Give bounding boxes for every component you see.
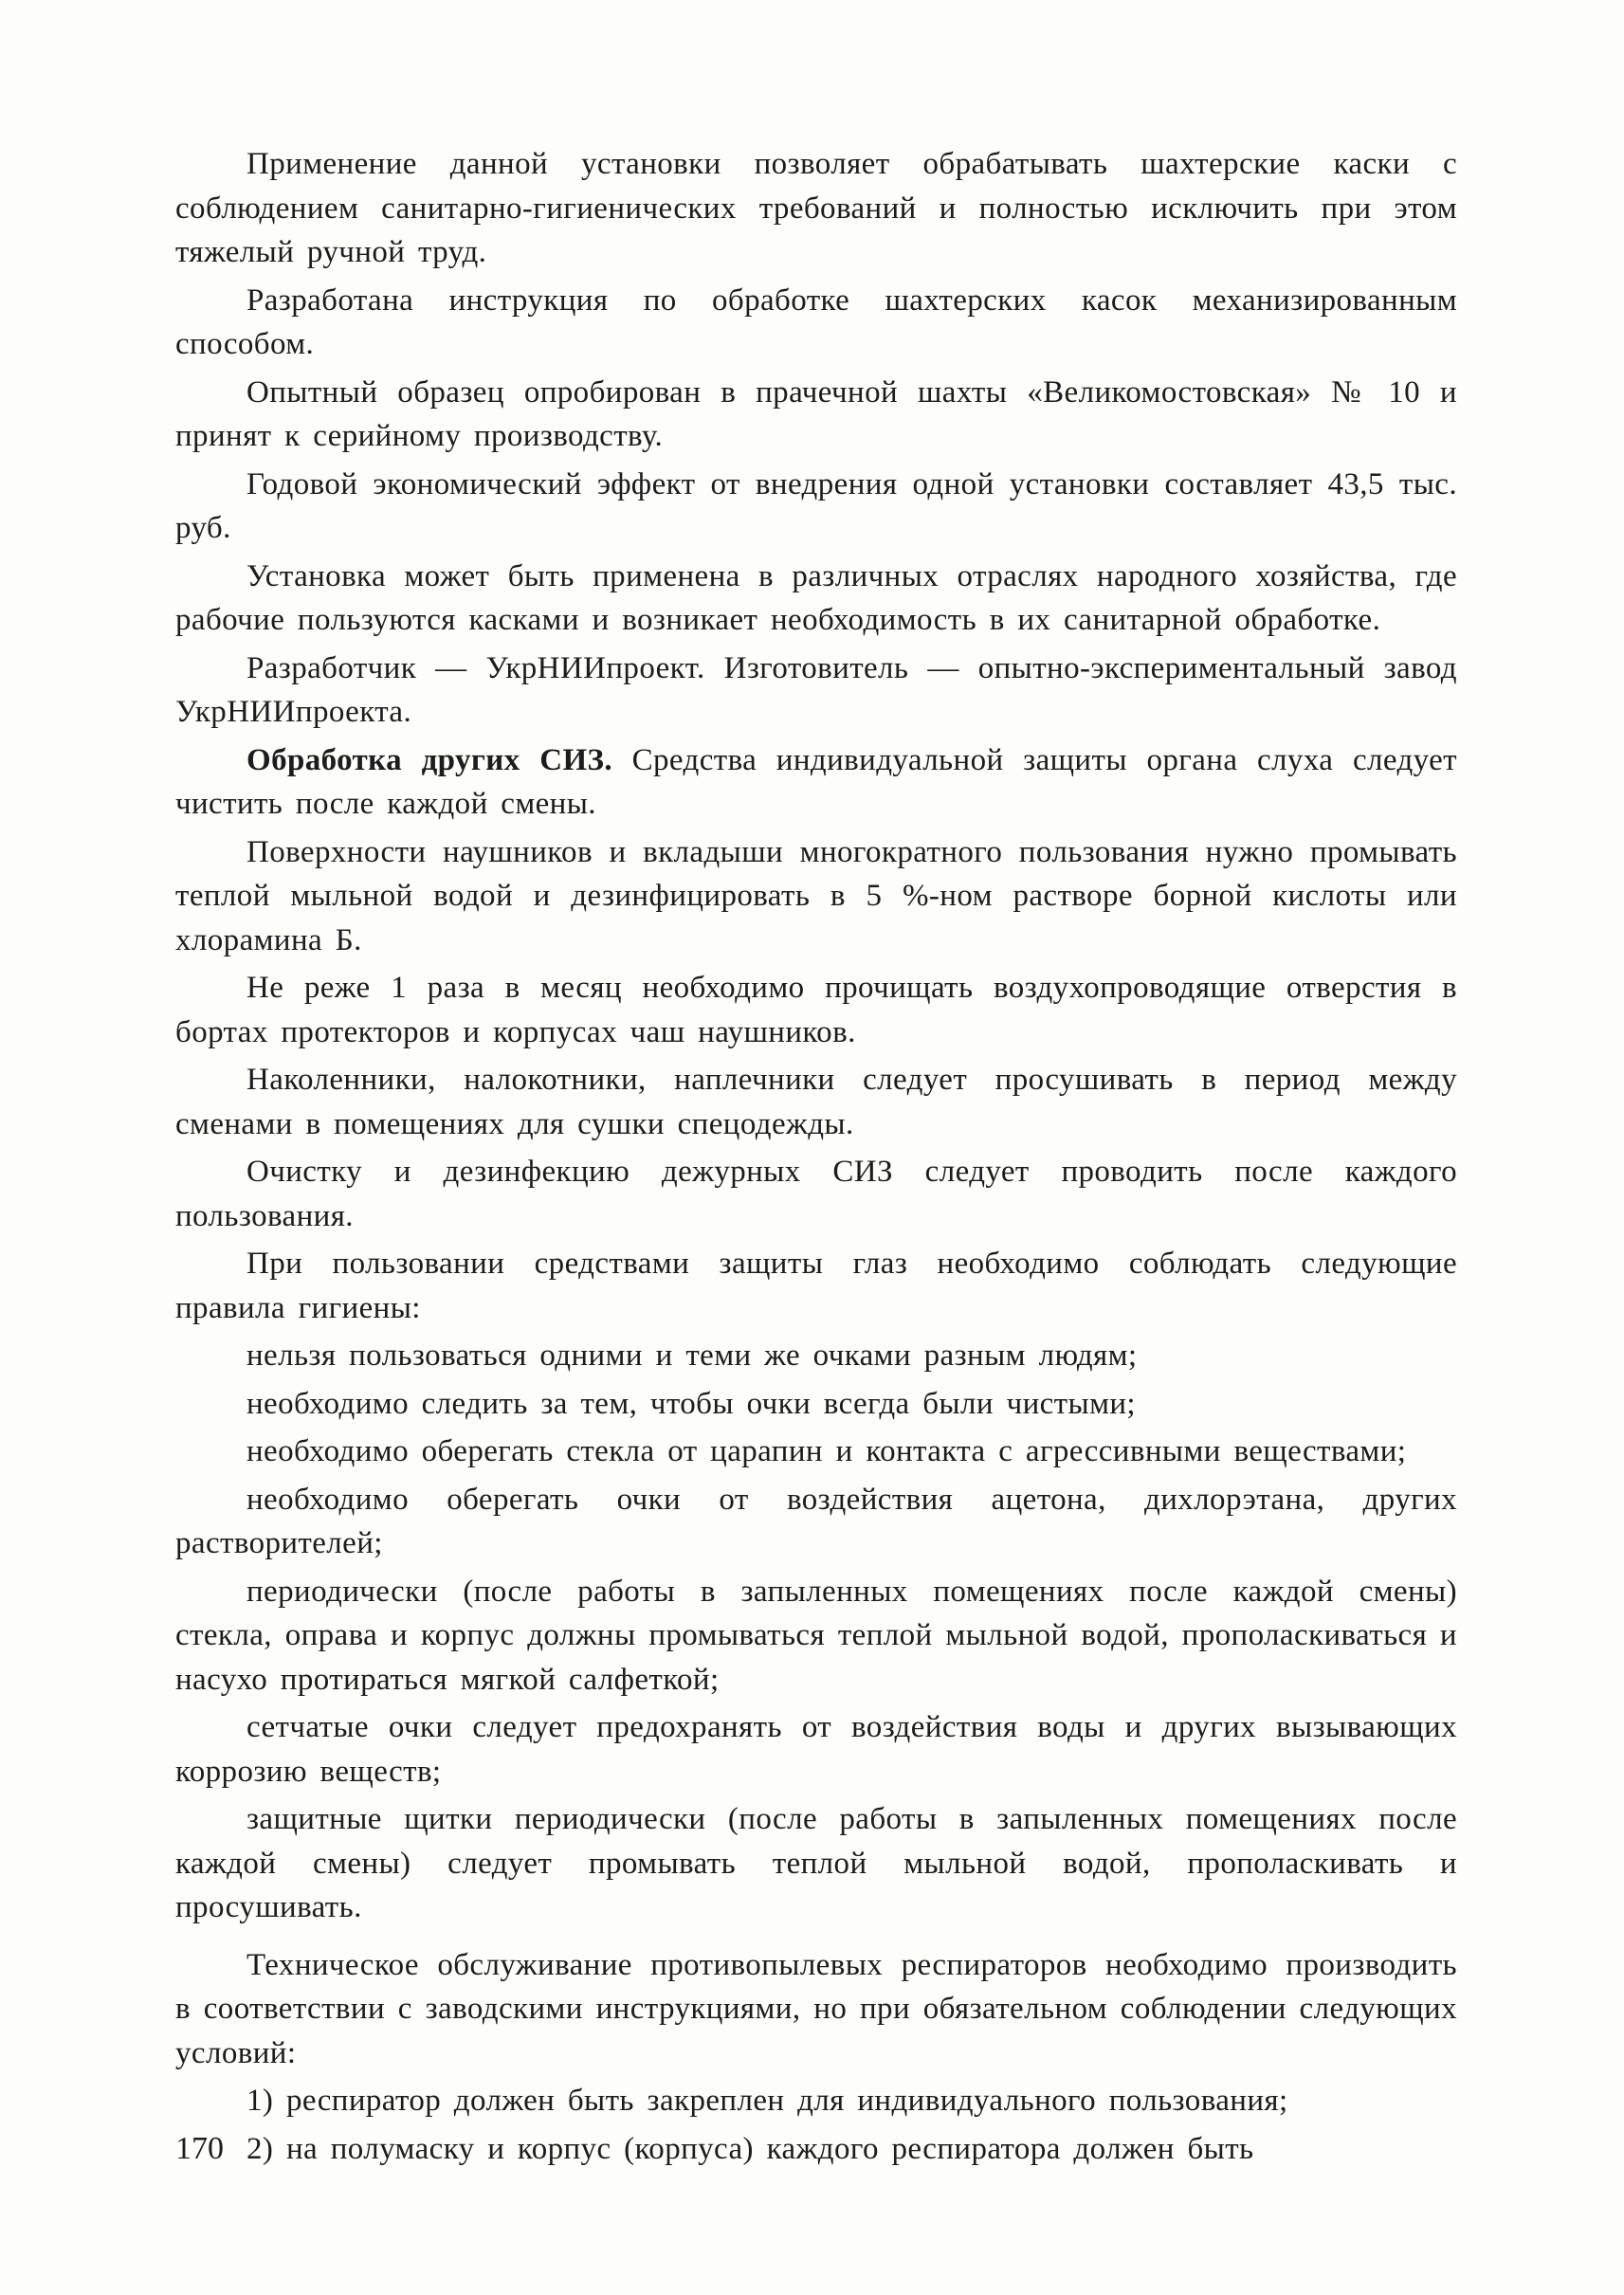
paragraph: Разработчик — УкрНИИпроект. Изготовитель — опытно-экспериментальный завод УкрНИИпроекта. xyxy=(175,650,1457,729)
paragraph: При пользовании средствами защиты глаз необходимо соблюдать следующие правила гигиены: xyxy=(175,1247,1457,1325)
paragraph: Опытный образец опробирован в прачечной шахты «Великомостовская» № 10 и принят к серийному производству. xyxy=(175,374,1457,453)
paragraph: Очистку и дезинфекцию дежурных СИЗ следует проводить после каждого пользования. xyxy=(175,1155,1457,1233)
respirators-intro: Техническое обслуживание противопылевых респираторов необходимо производить в соответствии с заводскими инструкциями, но при обязательном соблюдении следующих условий: xyxy=(175,1947,1457,2070)
paragraph: Не реже 1 раза в месяц необходимо прочищать воздухопроводящие отверстия в бортах протекторов и корпусах чаш наушников. xyxy=(175,971,1457,1049)
rule-item: необходимо оберегать стекла от царапин и контакта с агрессивными веществами; xyxy=(246,1434,1407,1468)
paragraph: Годовой экономический эффект от внедрения одной установки составляет 43,5 тыс. руб. xyxy=(175,466,1457,545)
respirator-condition: 2) на полумаску и корпус (корпуса) каждого респиратора должен быть xyxy=(246,2131,1254,2166)
section-paragraph xyxy=(175,738,1457,827)
paragraph: Поверхности наушников и вкладыши многократного пользования нужно промывать теплой мыльной водой и дезинфицировать в 5 %-ном растворе борной кислоты или хлорамина Б. xyxy=(175,834,1457,957)
rule-item: защитные щитки периодически (после работы в запыленных помещениях после каждой смены) следует промывать теплой мыльной водой, прополаскивать и просушивать. xyxy=(175,1802,1457,1924)
page-text xyxy=(175,142,1457,2171)
rule-item: сетчатые очки следует предохранять от воздействия воды и других вызывающих коррозию веществ; xyxy=(175,1710,1457,1789)
page-number: 170 xyxy=(175,2131,224,2166)
section-lead: Средства индивидуальной защиты органа слуха следует чистить после каждой смены. xyxy=(175,742,1457,821)
rule-item: периодически (после работы в запыленных помещениях после каждой смены) стекла, оправа и корпус должны промываться теплой мыльной водой, прополаскиваться и насухо протираться мягкой салфеткой; xyxy=(175,1574,1457,1697)
paragraph: Установка может быть применена в различных отраслях народного хозяйства, где рабочие пользуются касками и возникает необходимость в их санитарной обработке. xyxy=(175,558,1457,637)
section-heading: Обработка других СИЗ. xyxy=(246,742,612,777)
paragraph: Наколенники, налокотники, наплечники следует просушивать в период между сменами в помещениях для сушки спецодежды. xyxy=(175,1063,1457,1141)
rule-item: необходимо следить за тем, чтобы очки всегда были чистыми; xyxy=(246,1386,1136,1421)
paragraph: Разработана инструкция по обработке шахтерских касок механизированным способом. xyxy=(175,282,1457,361)
respirator-condition: 1) респиратор должен быть закреплен для индивидуального пользования; xyxy=(246,2084,1288,2118)
paragraph: Применение данной установки позволяет обрабатывать шахтерские каски с соблюдением санитарно-гигиенических требований и полностью исключить при этом тяжелый ручной труд. xyxy=(175,147,1457,269)
rule-item: нельзя пользоваться одними и теми же очками разным людям; xyxy=(246,1339,1138,1373)
rule-item: необходимо оберегать очки от воздействия ацетона, дихлорэтана, других растворителей; xyxy=(175,1482,1457,1560)
